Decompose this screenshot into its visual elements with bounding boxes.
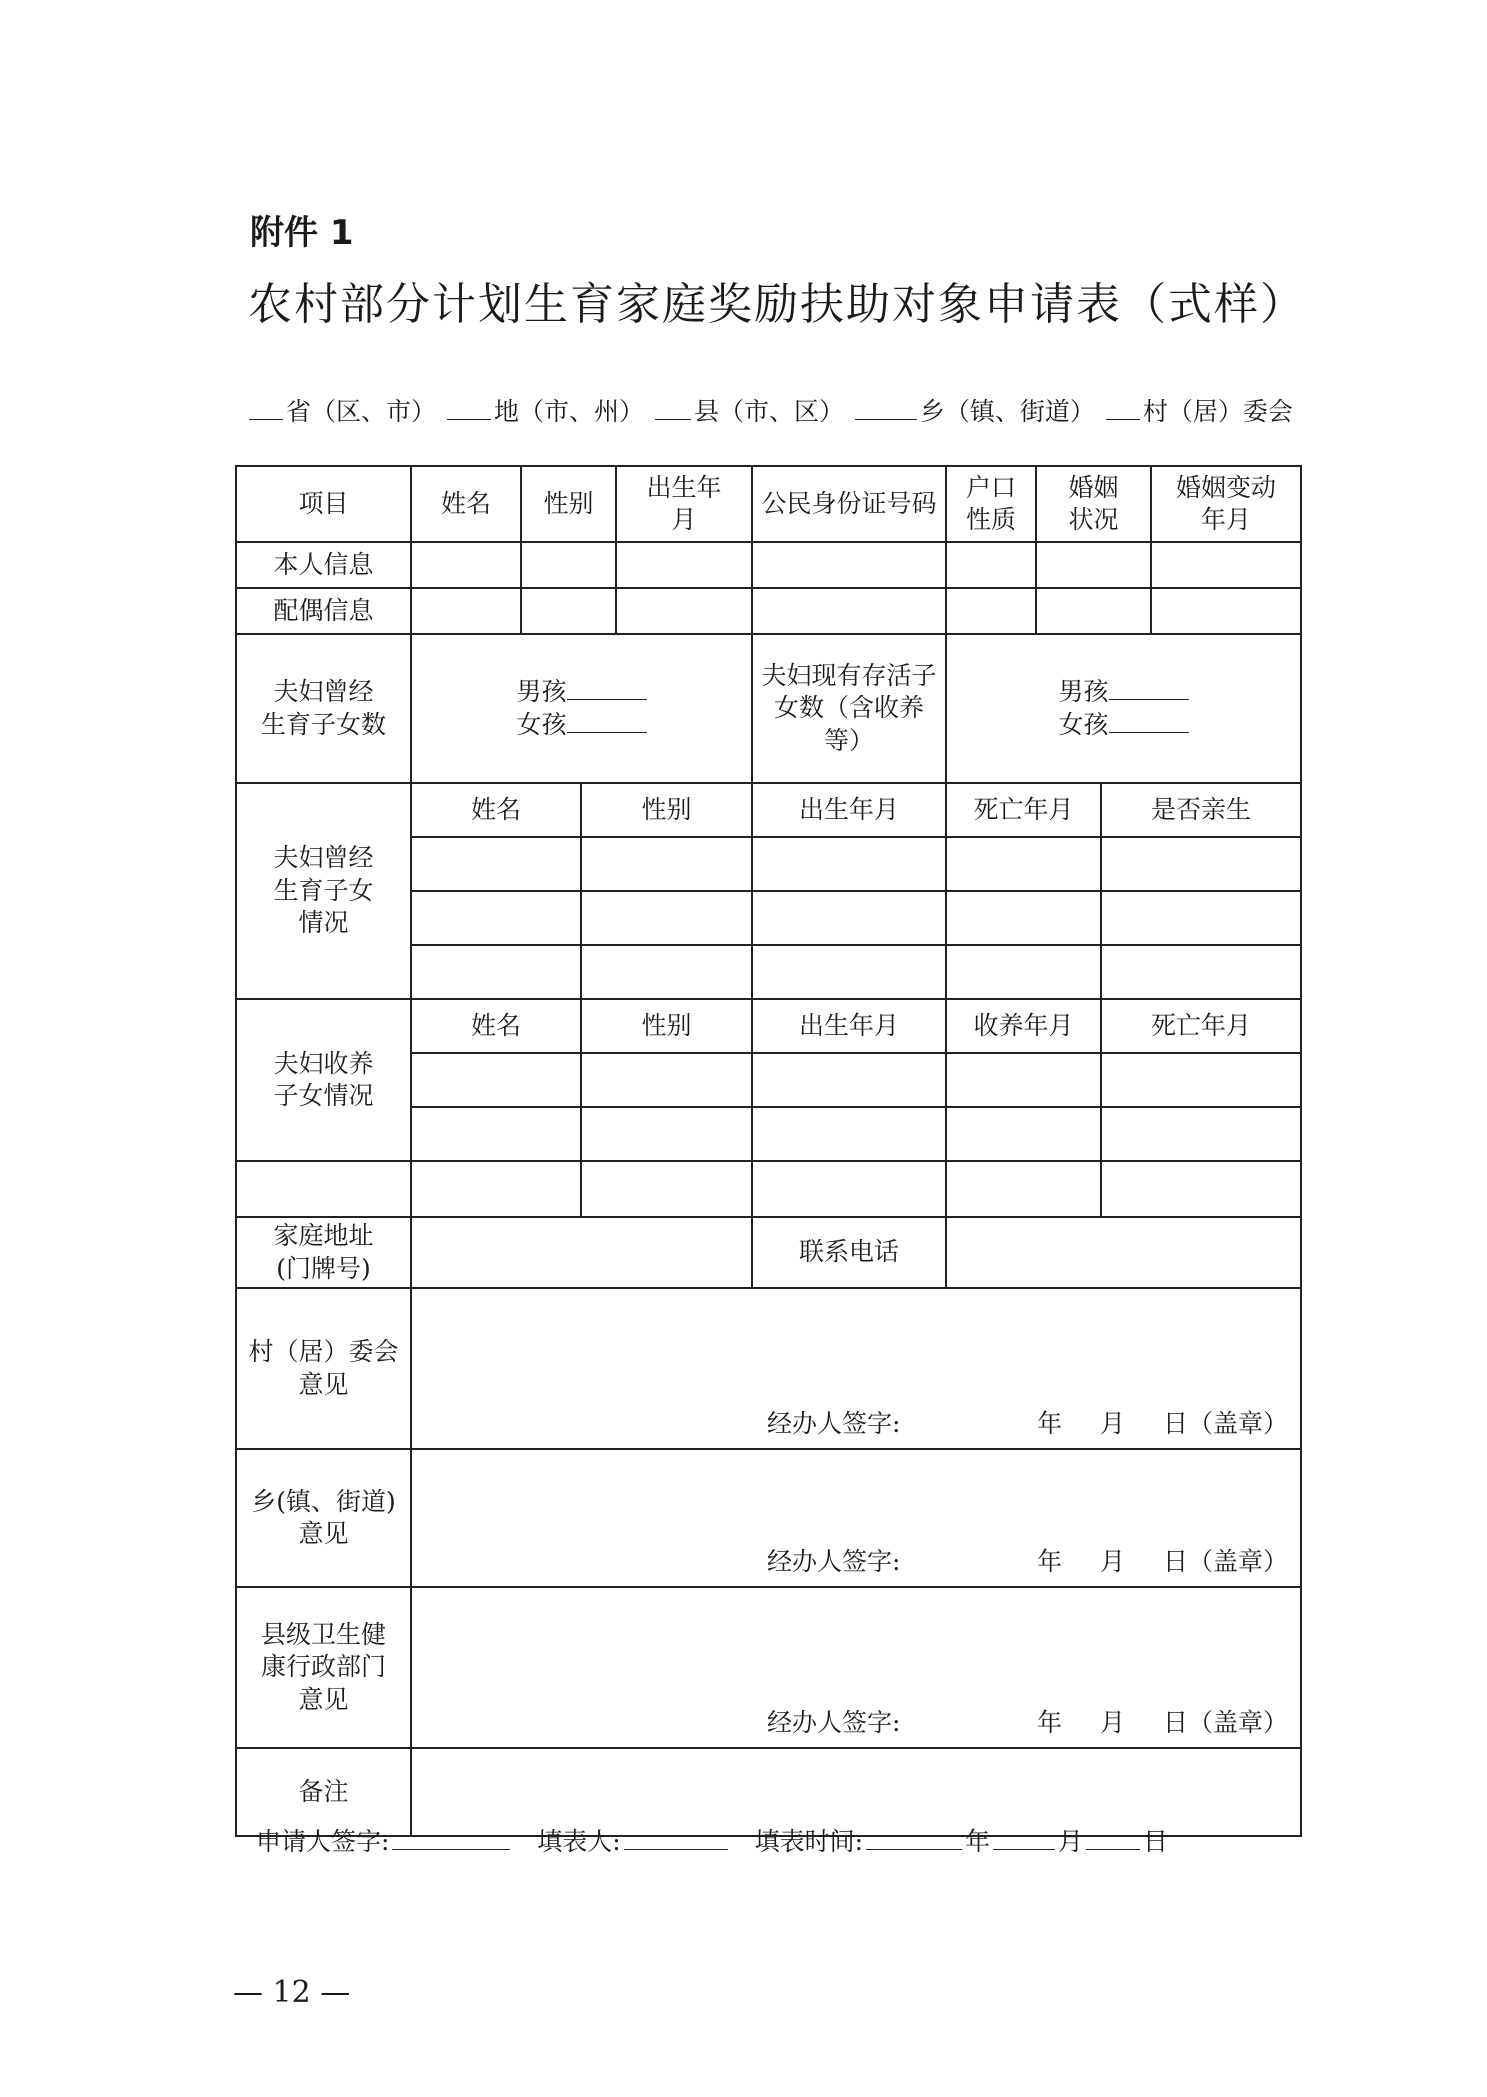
adopted-child-adoption[interactable]	[946, 1053, 1101, 1107]
county-signature-date: 年 月 日（盖章）	[1037, 1707, 1289, 1737]
adopted-child-death[interactable]	[1101, 1053, 1301, 1107]
born-child-gender-header: 性别	[581, 783, 752, 837]
footer-signature-line	[256, 1822, 1168, 1858]
born-child-death[interactable]	[946, 891, 1101, 945]
village-signature-date: 年 月 日（盖章）	[1037, 1408, 1289, 1438]
blank-label-cell[interactable]	[236, 1161, 411, 1217]
born-child-gender[interactable]	[581, 891, 752, 945]
adopted-label: 夫妇收养 子女情况	[236, 999, 411, 1161]
province-blank[interactable]	[249, 393, 283, 420]
region-county: 县（市、区）	[693, 397, 844, 426]
blank-cell[interactable]	[581, 1161, 752, 1217]
fill-month-label: 月	[1058, 1827, 1084, 1856]
township-opinion-cell[interactable]	[411, 1449, 1301, 1587]
adopted-child-adoption[interactable]	[946, 1107, 1101, 1161]
self-marital-change-cell[interactable]	[1151, 542, 1301, 588]
township-handler-signature: 经办人签字:	[767, 1546, 901, 1576]
township-signature-date: 年 月 日（盖章）	[1037, 1546, 1289, 1576]
born-child-birth[interactable]	[752, 837, 946, 891]
region-province: 省（区、市）	[286, 397, 437, 426]
adopted-child-birth[interactable]	[752, 1107, 946, 1161]
blank-cell[interactable]	[1101, 1161, 1301, 1217]
header-name: 姓名	[411, 466, 521, 542]
born-child-death[interactable]	[946, 837, 1101, 891]
born-child-name[interactable]	[411, 945, 581, 999]
fill-year-label: 年	[965, 1827, 991, 1856]
form-title: 农村部分计划生育家庭奖励扶助对象申请表（式样）	[248, 279, 1306, 330]
phone-cell[interactable]	[946, 1217, 1301, 1288]
born-child-biological[interactable]	[1101, 945, 1301, 999]
self-info-row	[236, 542, 1301, 588]
header-birth: 出生年 月	[616, 466, 752, 542]
region-township: 乡（镇、街道）	[919, 397, 1095, 426]
born-child-birth-header: 出生年月	[752, 783, 946, 837]
address-label: 家庭地址 (门牌号)	[236, 1217, 411, 1288]
header-id-number: 公民身份证号码	[752, 466, 946, 542]
born-count-cell[interactable]: 男孩 女孩	[411, 634, 752, 783]
fill-month-blank[interactable]	[993, 1823, 1055, 1850]
born-child-biological[interactable]	[1101, 837, 1301, 891]
adopted-child-gender[interactable]	[581, 1053, 752, 1107]
header-hukou: 户口 性质	[946, 466, 1036, 542]
born-child-death-header: 死亡年月	[946, 783, 1101, 837]
county-opinion-row	[236, 1587, 1301, 1748]
application-form-table	[235, 465, 1302, 1837]
blank-row	[236, 1161, 1301, 1217]
header-row	[236, 466, 1301, 542]
fill-day-label: 日	[1143, 1827, 1169, 1856]
county-handler-signature: 经办人签字:	[767, 1707, 901, 1737]
fill-time-label: 填表时间:	[754, 1827, 863, 1856]
spouse-info-row	[236, 588, 1301, 634]
born-child-biological-header: 是否亲生	[1101, 783, 1301, 837]
adopted-name-header: 姓名	[411, 999, 581, 1053]
attachment-label: 附件 1	[250, 213, 354, 253]
born-detail-label: 夫妇曾经 生育子女 情况	[236, 783, 411, 999]
born-child-name[interactable]	[411, 891, 581, 945]
spouse-marital-change-cell[interactable]	[1151, 588, 1301, 634]
adopted-child-gender[interactable]	[581, 1107, 752, 1161]
adopted-death-header: 死亡年月	[1101, 999, 1301, 1053]
blank-cell[interactable]	[946, 1161, 1101, 1217]
born-child-gender[interactable]	[581, 837, 752, 891]
filler-label: 填表人:	[537, 1827, 621, 1856]
village-blank[interactable]	[1106, 393, 1140, 420]
born-child-birth[interactable]	[752, 945, 946, 999]
born-child-name-header: 姓名	[411, 783, 581, 837]
living-count-label: 夫妇现有存活子 女数（含收养等）	[752, 634, 946, 783]
applicant-label: 申请人签字:	[256, 1827, 390, 1856]
prefecture-blank[interactable]	[447, 393, 491, 420]
self-info-label: 本人信息	[236, 542, 411, 588]
county-blank[interactable]	[655, 393, 691, 420]
spouse-info-label: 配偶信息	[236, 588, 411, 634]
adopted-children-header-row	[236, 999, 1301, 1053]
fill-day-blank[interactable]	[1086, 1823, 1140, 1850]
adopted-adoption-header: 收养年月	[946, 999, 1101, 1053]
born-child-death[interactable]	[946, 945, 1101, 999]
header-marital-change: 婚姻变动 年月	[1151, 466, 1301, 542]
self-marital-cell[interactable]	[1036, 542, 1151, 588]
spouse-marital-cell[interactable]	[1036, 588, 1151, 634]
self-id-cell[interactable]	[752, 542, 946, 588]
village-handler-signature: 经办人签字:	[767, 1408, 901, 1438]
self-gender-cell[interactable]	[521, 542, 616, 588]
adopted-child-name[interactable]	[411, 1053, 581, 1107]
page-number: — 12 —	[233, 1975, 351, 2010]
born-child-birth[interactable]	[752, 891, 946, 945]
phone-label: 联系电话	[752, 1217, 946, 1288]
adopted-child-name[interactable]	[411, 1107, 581, 1161]
self-birth-cell[interactable]	[616, 542, 752, 588]
header-marital-status: 婚姻 状况	[1036, 466, 1151, 542]
village-opinion-cell[interactable]	[411, 1288, 1301, 1449]
village-opinion-row	[236, 1288, 1301, 1449]
spouse-gender-cell[interactable]	[521, 588, 616, 634]
header-gender: 性别	[521, 466, 616, 542]
region-line	[246, 392, 1293, 428]
living-count-cell[interactable]: 男孩 女孩	[946, 634, 1301, 783]
township-opinion-label: 乡(镇、街道) 意见	[236, 1449, 411, 1587]
spouse-name-cell[interactable]	[411, 588, 521, 634]
village-opinion-label: 村（居）委会 意见	[236, 1288, 411, 1449]
county-opinion-label: 县级卫生健 康行政部门 意见	[236, 1587, 411, 1748]
county-opinion-cell[interactable]	[411, 1587, 1301, 1748]
adopted-child-birth[interactable]	[752, 1053, 946, 1107]
self-hukou-cell[interactable]	[946, 542, 1036, 588]
adopted-gender-header: 性别	[581, 999, 752, 1053]
address-row	[236, 1217, 1301, 1288]
region-prefecture: 地（市、州）	[493, 397, 644, 426]
address-cell[interactable]	[411, 1217, 752, 1288]
remarks-label: 备注	[236, 1748, 411, 1836]
adopted-child-death[interactable]	[1101, 1107, 1301, 1161]
fill-year-blank[interactable]	[866, 1823, 962, 1850]
spouse-id-cell[interactable]	[752, 588, 946, 634]
children-count-row	[236, 634, 1301, 783]
born-child-name[interactable]	[411, 837, 581, 891]
born-child-biological[interactable]	[1101, 891, 1301, 945]
region-village: 村（居）委会	[1142, 397, 1293, 426]
township-blank[interactable]	[855, 393, 917, 420]
born-child-gender[interactable]	[581, 945, 752, 999]
born-count-label: 夫妇曾经 生育子女数	[236, 634, 411, 783]
self-name-cell[interactable]	[411, 542, 521, 588]
adopted-birth-header: 出生年月	[752, 999, 946, 1053]
blank-cell[interactable]	[752, 1161, 946, 1217]
spouse-hukou-cell[interactable]	[946, 588, 1036, 634]
header-item: 项目	[236, 466, 411, 542]
blank-cell[interactable]	[411, 1161, 581, 1217]
spouse-birth-cell[interactable]	[616, 588, 752, 634]
born-children-header-row	[236, 783, 1301, 837]
applicant-signature-blank[interactable]	[392, 1823, 510, 1850]
township-opinion-row	[236, 1449, 1301, 1587]
filler-blank[interactable]	[624, 1823, 728, 1850]
